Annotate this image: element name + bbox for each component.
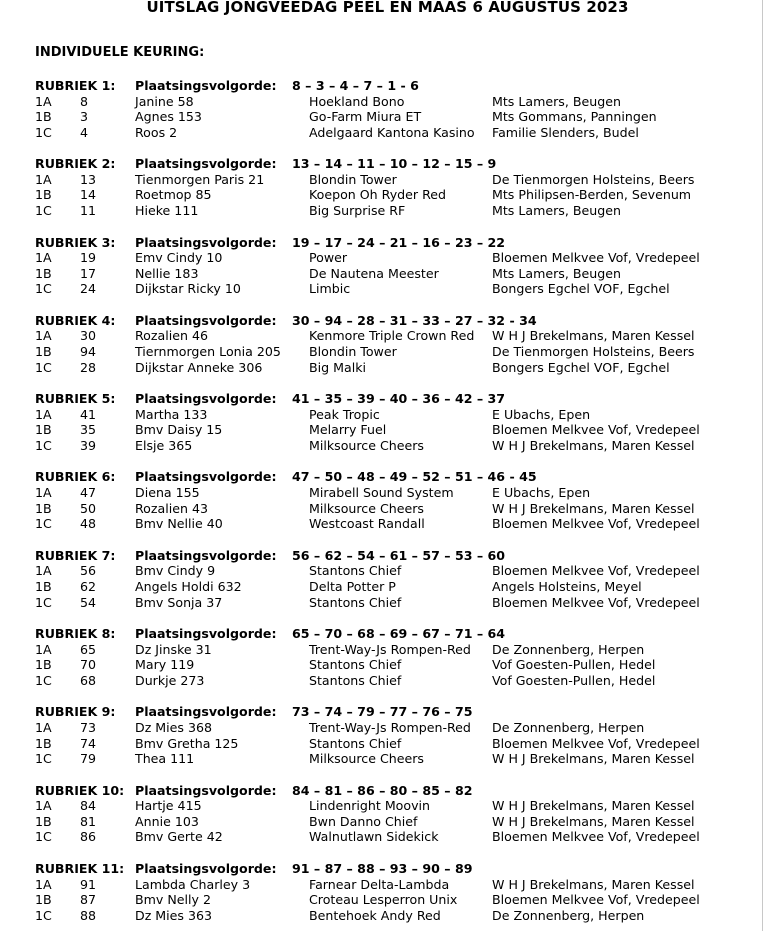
- sire-name: De Nautena Meester: [309, 265, 439, 281]
- result-row: [35, 281, 760, 297]
- result-row: [35, 203, 760, 219]
- sire-name: Peak Tropic: [309, 406, 380, 422]
- owner-name: W H J Brekelmans, Maren Kessel: [492, 813, 695, 829]
- sire-name: Adelgaard Kantona Kasino: [309, 124, 475, 140]
- animal-name: Tienmorgen Paris 21: [135, 171, 265, 187]
- rubriek-label: RUBRIEK 1:: [35, 78, 116, 93]
- rubriek-header: [35, 156, 760, 172]
- rubriek-header: [35, 626, 760, 642]
- order-label: Plaatsingsvolgorde:: [135, 391, 277, 407]
- result-row: [35, 328, 760, 344]
- animal-name: Dijkstar Anneke 306: [135, 359, 263, 375]
- animal-name: Tiernmorgen Lonia 205: [135, 344, 281, 360]
- result-row: [35, 642, 760, 658]
- rubriek-header: [35, 783, 760, 799]
- result-row: [35, 798, 760, 814]
- animal-name: Dz Mies 368: [135, 719, 213, 735]
- owner-name: De Zonnenberg, Herpen: [492, 719, 645, 735]
- owner-name: Bloemen Melkvee Vof, Vredepeel: [492, 422, 700, 438]
- result-row: [35, 736, 760, 752]
- result-place: 1C: [35, 594, 52, 610]
- result-row: [35, 595, 760, 611]
- rubriek-header: [35, 704, 760, 720]
- result-row: [35, 344, 760, 360]
- sire-name: Croteau Lesperron Unix: [309, 892, 458, 908]
- animal-name: Lambda Charley 3: [135, 876, 251, 892]
- catalog-number: 86: [80, 829, 97, 845]
- owner-name: Vof Goesten-Pullen, Hedel: [492, 672, 656, 688]
- catalog-number: 68: [80, 672, 97, 688]
- catalog-number: 79: [80, 751, 97, 767]
- placing-order: 47 – 50 – 48 – 49 – 52 – 51 – 46 - 45: [292, 469, 537, 485]
- sire-name: Blondin Tower: [309, 344, 397, 360]
- rubriek-header: [35, 313, 760, 329]
- result-place: 1C: [35, 672, 52, 688]
- result-row: [35, 360, 760, 376]
- animal-name: Elsje 365: [135, 437, 193, 453]
- result-row: [35, 125, 760, 141]
- result-place: 1A: [35, 485, 52, 501]
- animal-name: Hieke 111: [135, 203, 199, 219]
- order-label: Plaatsingsvolgorde:: [135, 782, 277, 798]
- catalog-number: 81: [80, 813, 97, 829]
- animal-name: Annie 103: [135, 813, 199, 829]
- catalog-number: 70: [80, 657, 97, 673]
- sire-name: Blondin Tower: [309, 171, 397, 187]
- sire-name: Big Malki: [309, 359, 367, 375]
- result-place: 1B: [35, 813, 52, 829]
- placing-order: 73 – 74 – 79 – 77 – 76 – 75: [292, 704, 473, 720]
- result-row: [35, 501, 760, 517]
- animal-name: Janine 58: [135, 93, 194, 109]
- result-place: 1B: [35, 735, 52, 751]
- owner-name: Familie Slenders, Budel: [492, 124, 639, 140]
- result-place: 1A: [35, 641, 52, 657]
- placing-order: 8 – 3 – 4 – 7 – 1 - 6: [292, 78, 419, 93]
- owner-name: Bloemen Melkvee Vof, Vredepeel: [492, 563, 700, 579]
- owner-name: Bongers Egchel VOF, Egchel: [492, 359, 670, 375]
- sire-name: Koepon Oh Ryder Red: [309, 187, 447, 203]
- sire-name: Trent-Way-Js Rompen-Red: [309, 641, 471, 657]
- result-place: 1A: [35, 93, 52, 109]
- result-place: 1C: [35, 281, 52, 297]
- catalog-number: 11: [80, 203, 97, 219]
- placing-order: 84 – 81 – 86 – 80 – 85 – 82: [292, 782, 473, 798]
- placing-order: 65 – 70 – 68 – 69 – 67 – 71 – 64: [292, 626, 506, 642]
- catalog-number: 50: [80, 500, 97, 516]
- result-row: [35, 579, 760, 595]
- rubriek-label: RUBRIEK 11:: [35, 860, 125, 876]
- rubriek-label: RUBRIEK 5:: [35, 391, 116, 407]
- sire-name: Trent-Way-Js Rompen-Red: [309, 719, 471, 735]
- rubriek-section: [35, 156, 760, 234]
- rubriek-label: RUBRIEK 6:: [35, 469, 116, 485]
- sire-name: Stantons Chief: [309, 657, 402, 673]
- catalog-number: 17: [80, 265, 97, 281]
- catalog-number: 56: [80, 563, 97, 579]
- rubriek-section: [35, 391, 760, 469]
- result-row: [35, 407, 760, 423]
- sire-name: Stantons Chief: [309, 563, 402, 579]
- placing-order: 91 – 87 – 88 – 93 – 90 – 89: [292, 860, 473, 876]
- result-row: [35, 877, 760, 893]
- owner-name: Vof Goesten-Pullen, Hedel: [492, 657, 656, 673]
- result-row: [35, 892, 760, 908]
- rubriek-section: [35, 313, 760, 391]
- sire-name: Milksource Cheers: [309, 437, 424, 453]
- catalog-number: 19: [80, 250, 97, 266]
- animal-name: Angels Holdi 632: [135, 578, 242, 594]
- result-place: 1A: [35, 798, 52, 814]
- placing-order: 56 – 62 – 54 – 61 – 57 – 53 – 60: [292, 547, 506, 563]
- rubriek-header: [35, 469, 760, 485]
- catalog-number: 13: [80, 171, 97, 187]
- animal-name: Thea 111: [135, 751, 195, 767]
- sire-name: Bwn Danno Chief: [309, 813, 418, 829]
- owner-name: Bloemen Melkvee Vof, Vredepeel: [492, 829, 700, 845]
- result-place: 1C: [35, 124, 52, 140]
- section-subtitle: INDIVIDUELE KEURING:: [35, 45, 205, 60]
- catalog-number: 65: [80, 641, 97, 657]
- catalog-number: 54: [80, 594, 97, 610]
- rubriek-header: [35, 78, 760, 94]
- sire-name: Westcoast Randall: [309, 516, 425, 532]
- sire-name: Go-Farm Miura ET: [309, 109, 422, 125]
- order-label: Plaatsingsvolgorde:: [135, 860, 277, 876]
- rubriek-label: RUBRIEK 7:: [35, 547, 116, 563]
- animal-name: Bmv Cindy 9: [135, 563, 216, 579]
- owner-name: De Tienmorgen Holsteins, Beers: [492, 344, 695, 360]
- rubriek-header: [35, 548, 760, 564]
- result-place: 1B: [35, 578, 52, 594]
- catalog-number: 47: [80, 485, 97, 501]
- rubriek-header: [35, 235, 760, 251]
- result-row: [35, 720, 760, 736]
- owner-name: W H J Brekelmans, Maren Kessel: [492, 328, 695, 344]
- rubriek-label: RUBRIEK 10:: [35, 782, 125, 798]
- owner-name: Bloemen Melkvee Vof, Vredepeel: [492, 594, 700, 610]
- owner-name: De Tienmorgen Holsteins, Beers: [492, 171, 695, 187]
- owner-name: Bongers Egchel VOF, Egchel: [492, 281, 670, 297]
- rubriek-label: RUBRIEK 3:: [35, 234, 116, 250]
- sire-name: Kenmore Triple Crown Red: [309, 328, 475, 344]
- rubriek-section: [35, 78, 760, 156]
- sire-name: Mirabell Sound System: [309, 485, 454, 501]
- catalog-number: 28: [80, 359, 97, 375]
- result-row: [35, 172, 760, 188]
- owner-name: W H J Brekelmans, Maren Kessel: [492, 798, 695, 814]
- result-row: [35, 516, 760, 532]
- result-place: 1B: [35, 187, 52, 203]
- owner-name: Bloemen Melkvee Vof, Vredepeel: [492, 735, 700, 751]
- catalog-number: 39: [80, 437, 97, 453]
- owner-name: De Zonnenberg, Herpen: [492, 907, 645, 923]
- result-place: 1C: [35, 359, 52, 375]
- result-place: 1B: [35, 265, 52, 281]
- rubriek-section: [35, 548, 760, 626]
- result-place: 1C: [35, 751, 52, 767]
- catalog-number: 62: [80, 578, 97, 594]
- placing-order: 41 – 35 – 39 – 40 – 36 – 42 – 37: [292, 391, 506, 407]
- sire-name: Melarry Fuel: [309, 422, 387, 438]
- animal-name: Durkje 273: [135, 672, 205, 688]
- animal-name: Emv Cindy 10: [135, 250, 223, 266]
- order-label: Plaatsingsvolgorde:: [135, 626, 277, 642]
- owner-name: W H J Brekelmans, Maren Kessel: [492, 437, 695, 453]
- results-list: [35, 78, 760, 939]
- result-row: [35, 657, 760, 673]
- catalog-number: 48: [80, 516, 97, 532]
- result-row: [35, 266, 760, 282]
- result-place: 1A: [35, 328, 52, 344]
- result-place: 1C: [35, 907, 52, 923]
- result-row: [35, 814, 760, 830]
- catalog-number: 3: [80, 109, 89, 125]
- placing-order: 19 – 17 – 24 – 21 – 16 – 23 – 22: [292, 234, 506, 250]
- owner-name: Mts Lamers, Beugen: [492, 93, 621, 109]
- catalog-number: 30: [80, 328, 97, 344]
- rubriek-section: [35, 783, 760, 861]
- result-place: 1C: [35, 516, 52, 532]
- result-row: [35, 422, 760, 438]
- animal-name: Nellie 183: [135, 265, 199, 281]
- result-place: 1A: [35, 719, 52, 735]
- animal-name: Dz Mies 363: [135, 907, 213, 923]
- animal-name: Rozalien 43: [135, 500, 208, 516]
- sire-name: Bentehoek Andy Red: [309, 907, 441, 923]
- placing-order: 13 – 14 – 11 – 10 – 12 – 15 – 9: [292, 156, 497, 172]
- rubriek-label: RUBRIEK 4:: [35, 312, 116, 328]
- rubriek-section: [35, 626, 760, 704]
- owner-name: W H J Brekelmans, Maren Kessel: [492, 500, 695, 516]
- result-place: 1A: [35, 563, 52, 579]
- sire-name: Farnear Delta-Lambda: [309, 876, 450, 892]
- result-place: 1C: [35, 829, 52, 845]
- result-row: [35, 485, 760, 501]
- animal-name: Agnes 153: [135, 109, 202, 125]
- sire-name: Stantons Chief: [309, 594, 402, 610]
- catalog-number: 41: [80, 406, 97, 422]
- rubriek-section: [35, 235, 760, 313]
- result-place: 1C: [35, 437, 52, 453]
- owner-name: W H J Brekelmans, Maren Kessel: [492, 876, 695, 892]
- sire-name: Stantons Chief: [309, 672, 402, 688]
- result-row: [35, 109, 760, 125]
- animal-name: Roetmop 85: [135, 187, 212, 203]
- rubriek-header: [35, 861, 760, 877]
- order-label: Plaatsingsvolgorde:: [135, 312, 277, 328]
- catalog-number: 94: [80, 344, 97, 360]
- result-place: 1B: [35, 422, 52, 438]
- animal-name: Rozalien 46: [135, 328, 208, 344]
- result-row: [35, 908, 760, 924]
- animal-name: Dz Jinske 31: [135, 641, 212, 657]
- result-place: 1B: [35, 892, 52, 908]
- owner-name: Bloemen Melkvee Vof, Vredepeel: [492, 892, 700, 908]
- animal-name: Bmv Gretha 125: [135, 735, 239, 751]
- animal-name: Bmv Sonja 37: [135, 594, 223, 610]
- result-row: [35, 438, 760, 454]
- owner-name: E Ubachs, Epen: [492, 406, 591, 422]
- order-label: Plaatsingsvolgorde:: [135, 156, 277, 172]
- result-place: 1B: [35, 657, 52, 673]
- result-place: 1A: [35, 171, 52, 187]
- order-label: Plaatsingsvolgorde:: [135, 469, 277, 485]
- result-row: [35, 563, 760, 579]
- sire-name: Lindenright Moovin: [309, 798, 431, 814]
- order-label: Plaatsingsvolgorde:: [135, 547, 277, 563]
- result-row: [35, 673, 760, 689]
- catalog-number: 24: [80, 281, 97, 297]
- animal-name: Bmv Nelly 2: [135, 892, 211, 908]
- order-label: Plaatsingsvolgorde:: [135, 78, 277, 93]
- rubriek-label: RUBRIEK 8:: [35, 626, 116, 642]
- rubriek-label: RUBRIEK 9:: [35, 704, 116, 720]
- animal-name: Hartje 415: [135, 798, 202, 814]
- owner-name: Bloemen Melkvee Vof, Vredepeel: [492, 516, 700, 532]
- rubriek-label: RUBRIEK 2:: [35, 156, 116, 172]
- animal-name: Martha 133: [135, 406, 208, 422]
- sire-name: Big Surprise RF: [309, 203, 406, 219]
- result-place: 1B: [35, 344, 52, 360]
- owner-name: Mts Philipsen-Berden, Sevenum: [492, 187, 692, 203]
- catalog-number: 73: [80, 719, 97, 735]
- owner-name: Mts Lamers, Beugen: [492, 265, 621, 281]
- animal-name: Bmv Daisy 15: [135, 422, 223, 438]
- catalog-number: 88: [80, 907, 97, 923]
- page-edge-line: [762, 0, 763, 931]
- owner-name: Angels Holsteins, Meyel: [492, 578, 642, 594]
- result-place: 1B: [35, 109, 52, 125]
- owner-name: De Zonnenberg, Herpen: [492, 641, 645, 657]
- owner-name: Bloemen Melkvee Vof, Vredepeel: [492, 250, 700, 266]
- placing-order: 30 – 94 – 28 – 31 – 33 – 27 – 32 - 34: [292, 312, 537, 328]
- rubriek-section: [35, 704, 760, 782]
- sire-name: Limbic: [309, 281, 351, 297]
- catalog-number: 74: [80, 735, 97, 751]
- animal-name: Roos 2: [135, 124, 178, 140]
- owner-name: Mts Gommans, Panningen: [492, 109, 657, 125]
- result-place: 1A: [35, 876, 52, 892]
- result-row: [35, 751, 760, 767]
- animal-name: Bmv Nellie 40: [135, 516, 223, 532]
- order-label: Plaatsingsvolgorde:: [135, 704, 277, 720]
- sire-name: Power: [309, 250, 348, 266]
- rubriek-section: [35, 861, 760, 939]
- owner-name: Mts Lamers, Beugen: [492, 203, 621, 219]
- owner-name: E Ubachs, Epen: [492, 485, 591, 501]
- sire-name: Delta Potter P: [309, 578, 396, 594]
- result-row: [35, 94, 760, 110]
- rubriek-section: [35, 469, 760, 547]
- rubriek-header: [35, 391, 760, 407]
- catalog-number: 14: [80, 187, 97, 203]
- animal-name: Bmv Gerte 42: [135, 829, 223, 845]
- catalog-number: 4: [80, 124, 89, 140]
- order-label: Plaatsingsvolgorde:: [135, 234, 277, 250]
- animal-name: Diena 155: [135, 485, 200, 501]
- catalog-number: 87: [80, 892, 97, 908]
- animal-name: Mary 119: [135, 657, 195, 673]
- catalog-number: 8: [80, 93, 89, 109]
- result-place: 1A: [35, 406, 52, 422]
- sire-name: Hoekland Bono: [309, 93, 405, 109]
- result-place: 1C: [35, 203, 52, 219]
- catalog-number: 84: [80, 798, 97, 814]
- result-place: 1A: [35, 250, 52, 266]
- sire-name: Milksource Cheers: [309, 751, 424, 767]
- sire-name: Walnutlawn Sidekick: [309, 829, 439, 845]
- catalog-number: 91: [80, 876, 97, 892]
- animal-name: Dijkstar Ricky 10: [135, 281, 241, 297]
- sire-name: Milksource Cheers: [309, 500, 424, 516]
- page-title: UITSLAG JONGVEEDAG PEEL EN MAAS 6 AUGUSTUS 2023: [146, 0, 629, 16]
- result-row: [35, 250, 760, 266]
- owner-name: W H J Brekelmans, Maren Kessel: [492, 751, 695, 767]
- sire-name: Stantons Chief: [309, 735, 402, 751]
- result-row: [35, 187, 760, 203]
- result-place: 1B: [35, 500, 52, 516]
- result-row: [35, 829, 760, 845]
- catalog-number: 35: [80, 422, 97, 438]
